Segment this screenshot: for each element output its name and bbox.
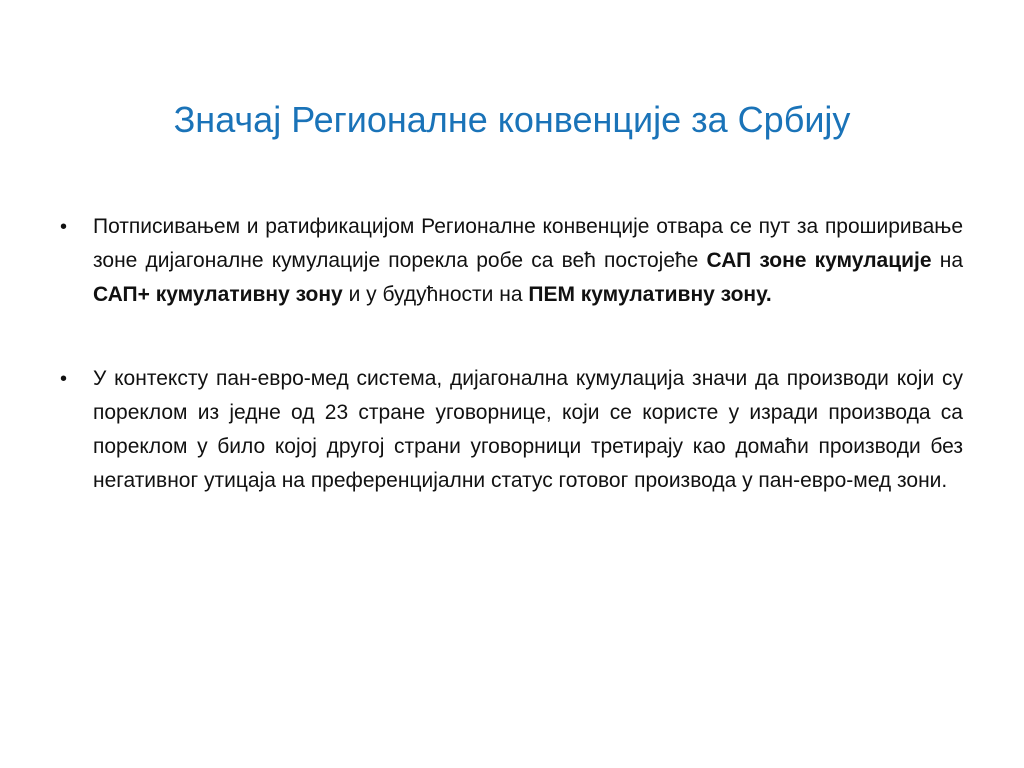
bullet-1-text-connector: на: [931, 249, 963, 272]
bullet-1-bold-sap-zone: САП зоне кумулације: [706, 249, 932, 272]
bullet-1-text-future: и у будућности на: [342, 283, 529, 306]
bullet-icon: •: [60, 216, 68, 238]
bullet-item-2: [60, 362, 963, 498]
bullet-list: [60, 210, 963, 548]
bullet-1-bold-pem-zone: ПЕМ кумулативну зону.: [528, 283, 772, 306]
bullet-1-bold-sap-plus-zone: САП+ кумулативну зону: [93, 283, 343, 306]
bullet-2-text: У контексту пан-евро-мед система, дијагонална кумулација значи да производи који су пореклом из једне од 23 стране уговорнице, који се користе у изради производа са пореклом у било којој другој страни уговорници третирају као домаћи производи без негативног утицаја на преференцијални статус готовог производа у пан-евро-мед зони.: [93, 367, 963, 492]
bullet-icon: •: [60, 368, 68, 390]
bullet-1-text: Потписивањем и ратификацијом Регионалне конвенције отвара се пут за проширивање зоне дијагоналне кумулације порекла робе са већ постојеће: [93, 215, 963, 272]
slide-title: Значај Регионалне конвенције за Србију: [173, 99, 851, 140]
bullet-item-1: [60, 210, 963, 312]
